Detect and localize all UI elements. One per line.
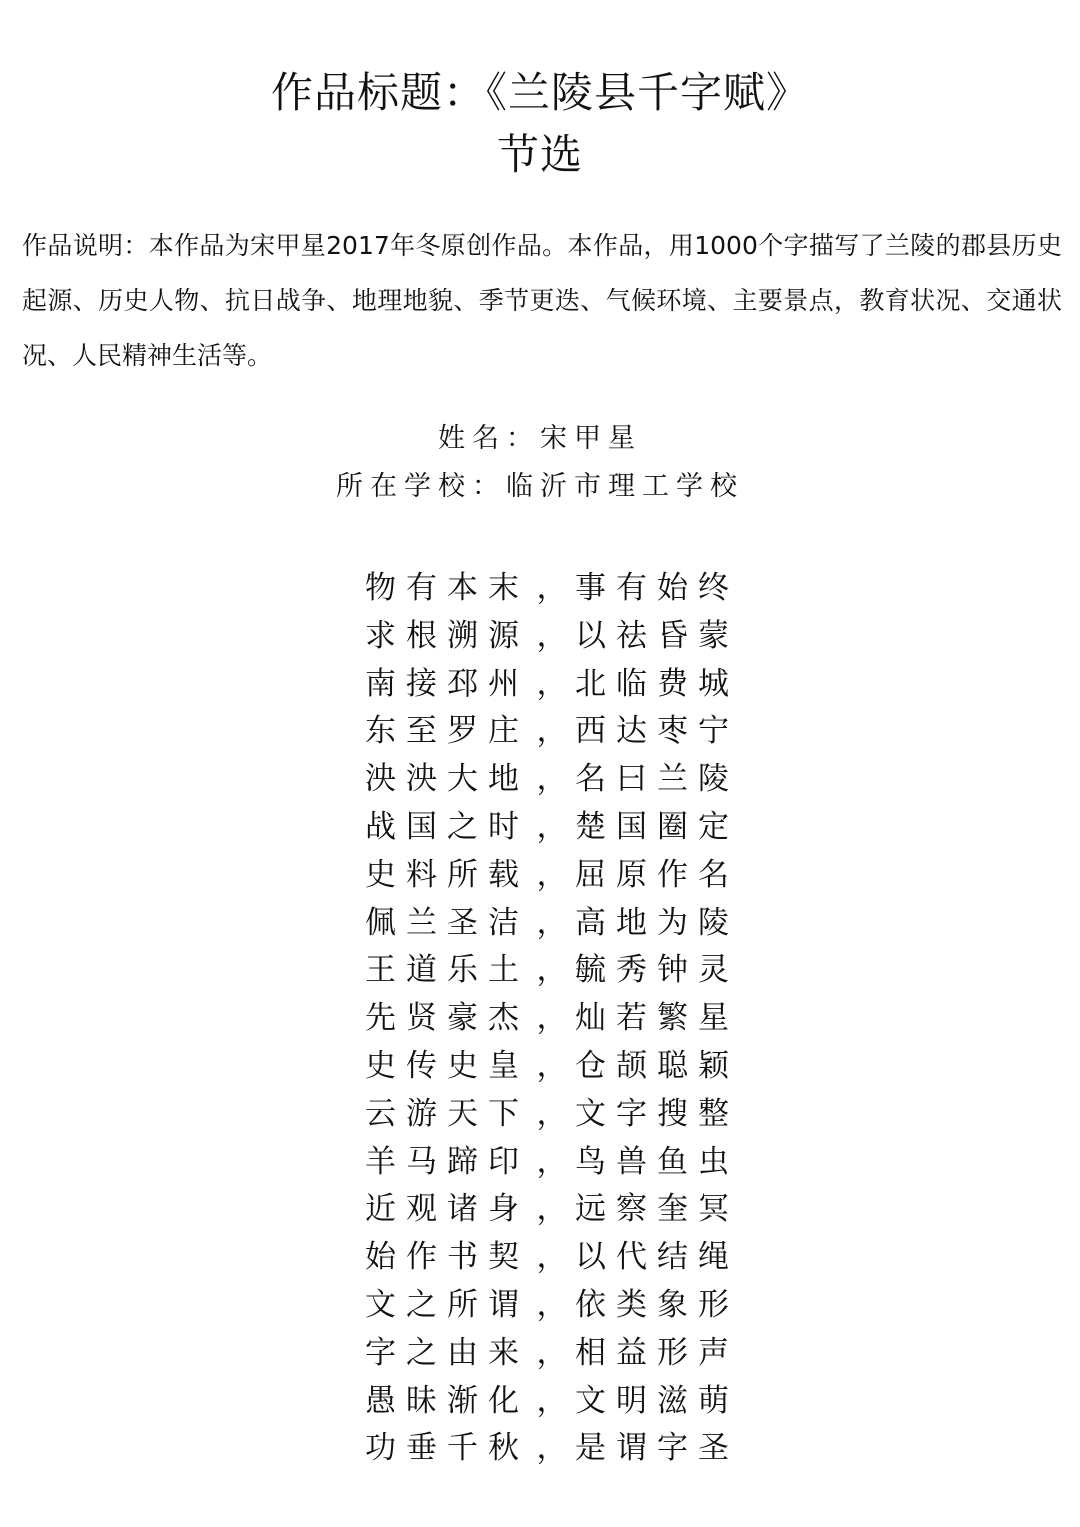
poem-line-second-half: 依类象形 — [575, 1286, 739, 1323]
poem-line-second-half: 远察奎冥 — [575, 1191, 739, 1228]
poem-line-second-half: 以祛昏蒙 — [575, 617, 739, 654]
poem-line-separator: ， — [536, 1382, 568, 1419]
poem-line — [365, 1330, 925, 1378]
poem-line-separator: ， — [536, 665, 568, 702]
poem-line-separator: ， — [536, 1095, 568, 1132]
poem-line-second-half: 鸟兽鱼虫 — [575, 1143, 739, 1180]
author-school: 所在学校：临沂市理工学校 — [336, 471, 744, 502]
poem-line — [365, 1091, 925, 1139]
poem-line-first-half: 字之由来 — [365, 1334, 529, 1371]
poem-line-second-half: 灿若繁星 — [575, 1000, 739, 1037]
poem-line — [365, 1186, 925, 1234]
poem-line-first-half: 羊马蹄印 — [365, 1143, 529, 1180]
poem-line-separator: ， — [536, 617, 568, 654]
poem-line-separator: ， — [536, 1286, 568, 1323]
poem-line-separator: ， — [536, 952, 568, 989]
poem-line — [365, 708, 925, 756]
poem-line-first-half: 史传史皇 — [365, 1047, 529, 1084]
title-block — [0, 62, 1080, 186]
poem-line-separator: ， — [536, 761, 568, 798]
poem-line — [365, 852, 925, 900]
poem-line-first-half: 泱泱大地 — [365, 761, 529, 798]
poem-line-second-half: 文明滋萌 — [575, 1382, 739, 1419]
poem-line-first-half: 东至罗庄 — [365, 713, 529, 750]
author-block — [0, 415, 1080, 511]
poem-line — [365, 1043, 925, 1091]
poem-line — [365, 1425, 925, 1473]
poem-line — [365, 947, 925, 995]
poem-line — [365, 995, 925, 1043]
poem-line-first-half: 文之所谓 — [365, 1286, 529, 1323]
poem-line-first-half: 战国之时 — [365, 808, 529, 845]
poem-line-second-half: 屈原作名 — [575, 856, 739, 893]
poem-line — [365, 565, 925, 613]
poem-line-first-half: 南接邳州 — [365, 665, 529, 702]
poem-line — [365, 613, 925, 661]
poem-line-second-half: 西达枣宁 — [575, 713, 739, 750]
poem-line-separator: ， — [536, 1143, 568, 1180]
poem-line — [365, 1139, 925, 1187]
poem-line — [365, 1234, 925, 1282]
poem-line — [365, 1378, 925, 1426]
work-description: 作品说明：本作品为宋甲星2017年冬原创作品。本作品，用1000个字描写了兰陵的郡县历史起源、历史人物、抗日战争、地理地貌、季节更迭、气候环境、主要景点，教育状况、交通状况、人民精神生活等。 — [22, 231, 1062, 370]
poem-line-first-half: 王道乐土 — [365, 952, 529, 989]
poem-line-second-half: 是谓字圣 — [575, 1430, 739, 1467]
poem-line-separator: ， — [536, 808, 568, 845]
page-title: 作品标题：《兰陵县千字赋》 — [270, 68, 809, 117]
poem-line-second-half: 北临费城 — [575, 665, 739, 702]
poem-line-separator: ， — [536, 570, 568, 606]
poem-line-second-half: 毓秀钟灵 — [575, 952, 739, 989]
poem-line-second-half: 名曰兰陵 — [575, 761, 739, 798]
poem-line — [365, 804, 925, 852]
poem-line-first-half: 佩兰圣洁 — [365, 904, 529, 941]
poem-line-first-half: 愚昧渐化 — [365, 1382, 529, 1419]
page-subtitle: 节选 — [496, 130, 583, 179]
poem-line — [365, 756, 925, 804]
poem-line-separator: ， — [536, 1239, 568, 1276]
poem-line-second-half: 以代结绳 — [575, 1239, 739, 1276]
poem-line-separator: ， — [536, 1000, 568, 1037]
poem-line-second-half: 高地为陵 — [575, 904, 739, 941]
poem-line-separator: ， — [536, 856, 568, 893]
poem-line-separator: ， — [536, 713, 568, 750]
poem-line-second-half: 文字搜整 — [575, 1095, 739, 1132]
poem-line — [365, 1282, 925, 1330]
poem-line-first-half: 先贤豪杰 — [365, 1000, 529, 1037]
poem-line-separator: ， — [536, 1430, 568, 1467]
poem-line-first-half: 求根溯源 — [365, 617, 529, 654]
poem-line-first-half: 物有本末 — [365, 570, 529, 606]
poem-line-first-half: 史料所载 — [365, 856, 529, 893]
poem-line-first-half: 云游天下 — [365, 1095, 529, 1132]
poem-line-second-half: 楚国圈定 — [575, 808, 739, 845]
poem-line-separator: ， — [536, 904, 568, 941]
poem-line-first-half: 功垂千秋 — [365, 1430, 529, 1467]
author-name: 姓名：宋甲星 — [438, 423, 642, 454]
poem-line-separator: ， — [536, 1191, 568, 1228]
poem-line — [365, 900, 925, 948]
poem-line-second-half: 仓颉聪颖 — [575, 1047, 739, 1084]
poem-line-separator: ， — [536, 1047, 568, 1084]
poem-line-separator: ， — [536, 1334, 568, 1371]
poem-line-second-half: 相益形声 — [575, 1334, 739, 1371]
poem-line-second-half: 事有始终 — [575, 570, 739, 606]
poem-line — [365, 661, 925, 709]
poem-line-first-half: 始作书契 — [365, 1239, 529, 1276]
poem — [365, 565, 925, 1473]
poem-line-first-half: 近观诸身 — [365, 1191, 529, 1228]
